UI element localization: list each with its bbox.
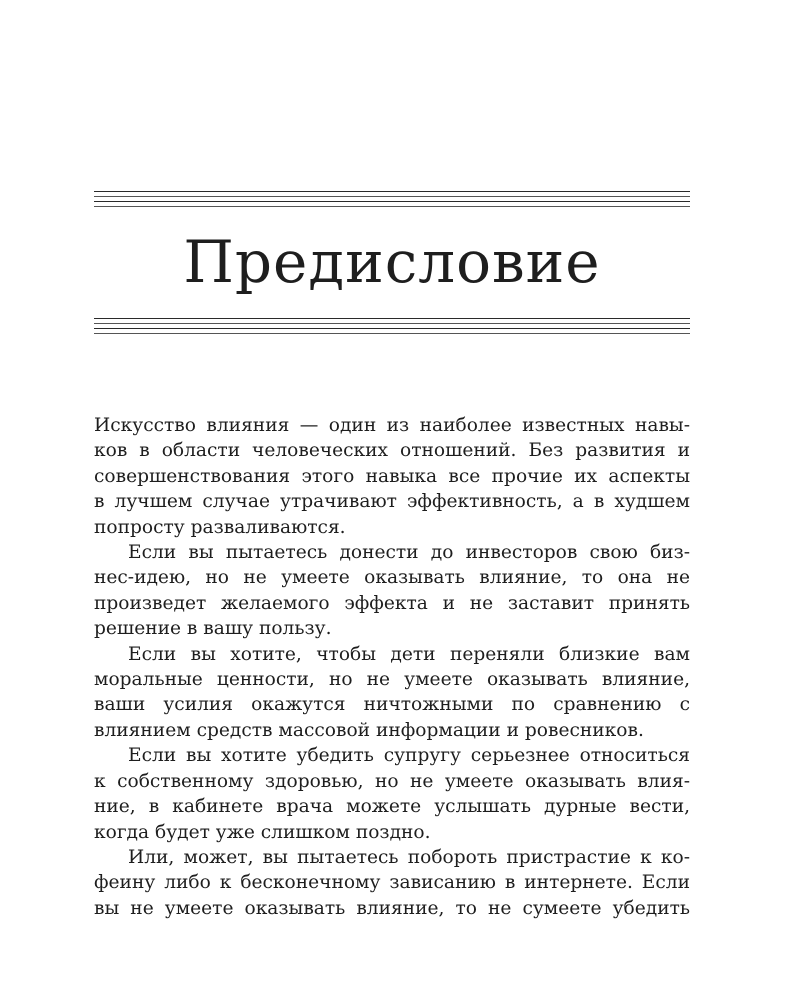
paragraph bbox=[94, 413, 690, 540]
text-line: моральные ценности, но не умеете оказывать влияние, bbox=[94, 669, 690, 691]
text-line: Если вы хотите, чтобы дети переняли близкие вам bbox=[128, 643, 690, 665]
text-line: решение в вашу пользу. bbox=[94, 618, 332, 640]
top-rule-group bbox=[94, 191, 690, 211]
paragraph bbox=[94, 743, 690, 845]
text-line: ков в области человеческих отношений. Без развития и bbox=[94, 440, 690, 462]
rule-line bbox=[94, 201, 690, 202]
text-line: когда будет уже слишком поздно. bbox=[94, 821, 431, 843]
rule-line bbox=[94, 318, 690, 319]
paragraph bbox=[94, 540, 690, 642]
text-line: феину либо к бесконечному зависанию в интернете. Если bbox=[94, 872, 690, 894]
text-line: попросту разваливаются. bbox=[94, 516, 346, 538]
body-text bbox=[94, 413, 690, 921]
text-line: совершенствования этого навыка все прочие их аспекты bbox=[94, 465, 690, 487]
text-line: Искусство влияния — один из наиболее известных навы- bbox=[94, 415, 690, 436]
rule-line bbox=[94, 196, 690, 197]
text-line: влиянием средств массовой информации и ровесников. bbox=[94, 719, 644, 741]
rule-line bbox=[94, 323, 690, 324]
rule-line bbox=[94, 191, 690, 192]
paragraph bbox=[94, 845, 690, 921]
bottom-rule-group bbox=[94, 318, 690, 338]
text-line: к собственному здоровью, но не умеете оказывать влия- bbox=[94, 770, 690, 792]
text-line: вы не умеете оказывать влияние, то не сумеете убедить bbox=[94, 897, 690, 919]
rule-line bbox=[94, 206, 690, 207]
text-line: нес-идею, но не умеете оказывать влияние, то она не bbox=[94, 567, 690, 589]
text-line: Или, может, вы пытаетесь побороть пристрастие к ко- bbox=[128, 846, 690, 868]
rule-line bbox=[94, 333, 690, 334]
paragraph bbox=[94, 642, 690, 744]
text-line: ваши усилия окажутся ничтожными по сравнению с bbox=[94, 694, 690, 716]
text-line: Если вы пытаетесь донести до инвесторов свою биз- bbox=[128, 542, 690, 564]
text-line: в лучшем случае утрачивают эффективность, а в худшем bbox=[94, 491, 690, 513]
text-line: произведет желаемого эффекта и не заставит принять bbox=[94, 592, 690, 614]
text-line: ние, в кабинете врача можете услышать дурные вести, bbox=[94, 796, 690, 818]
text-line: Если вы хотите убедить супругу серьезнее относиться bbox=[128, 745, 690, 767]
rule-line bbox=[94, 328, 690, 329]
chapter-title: Предисловие bbox=[183, 228, 601, 296]
